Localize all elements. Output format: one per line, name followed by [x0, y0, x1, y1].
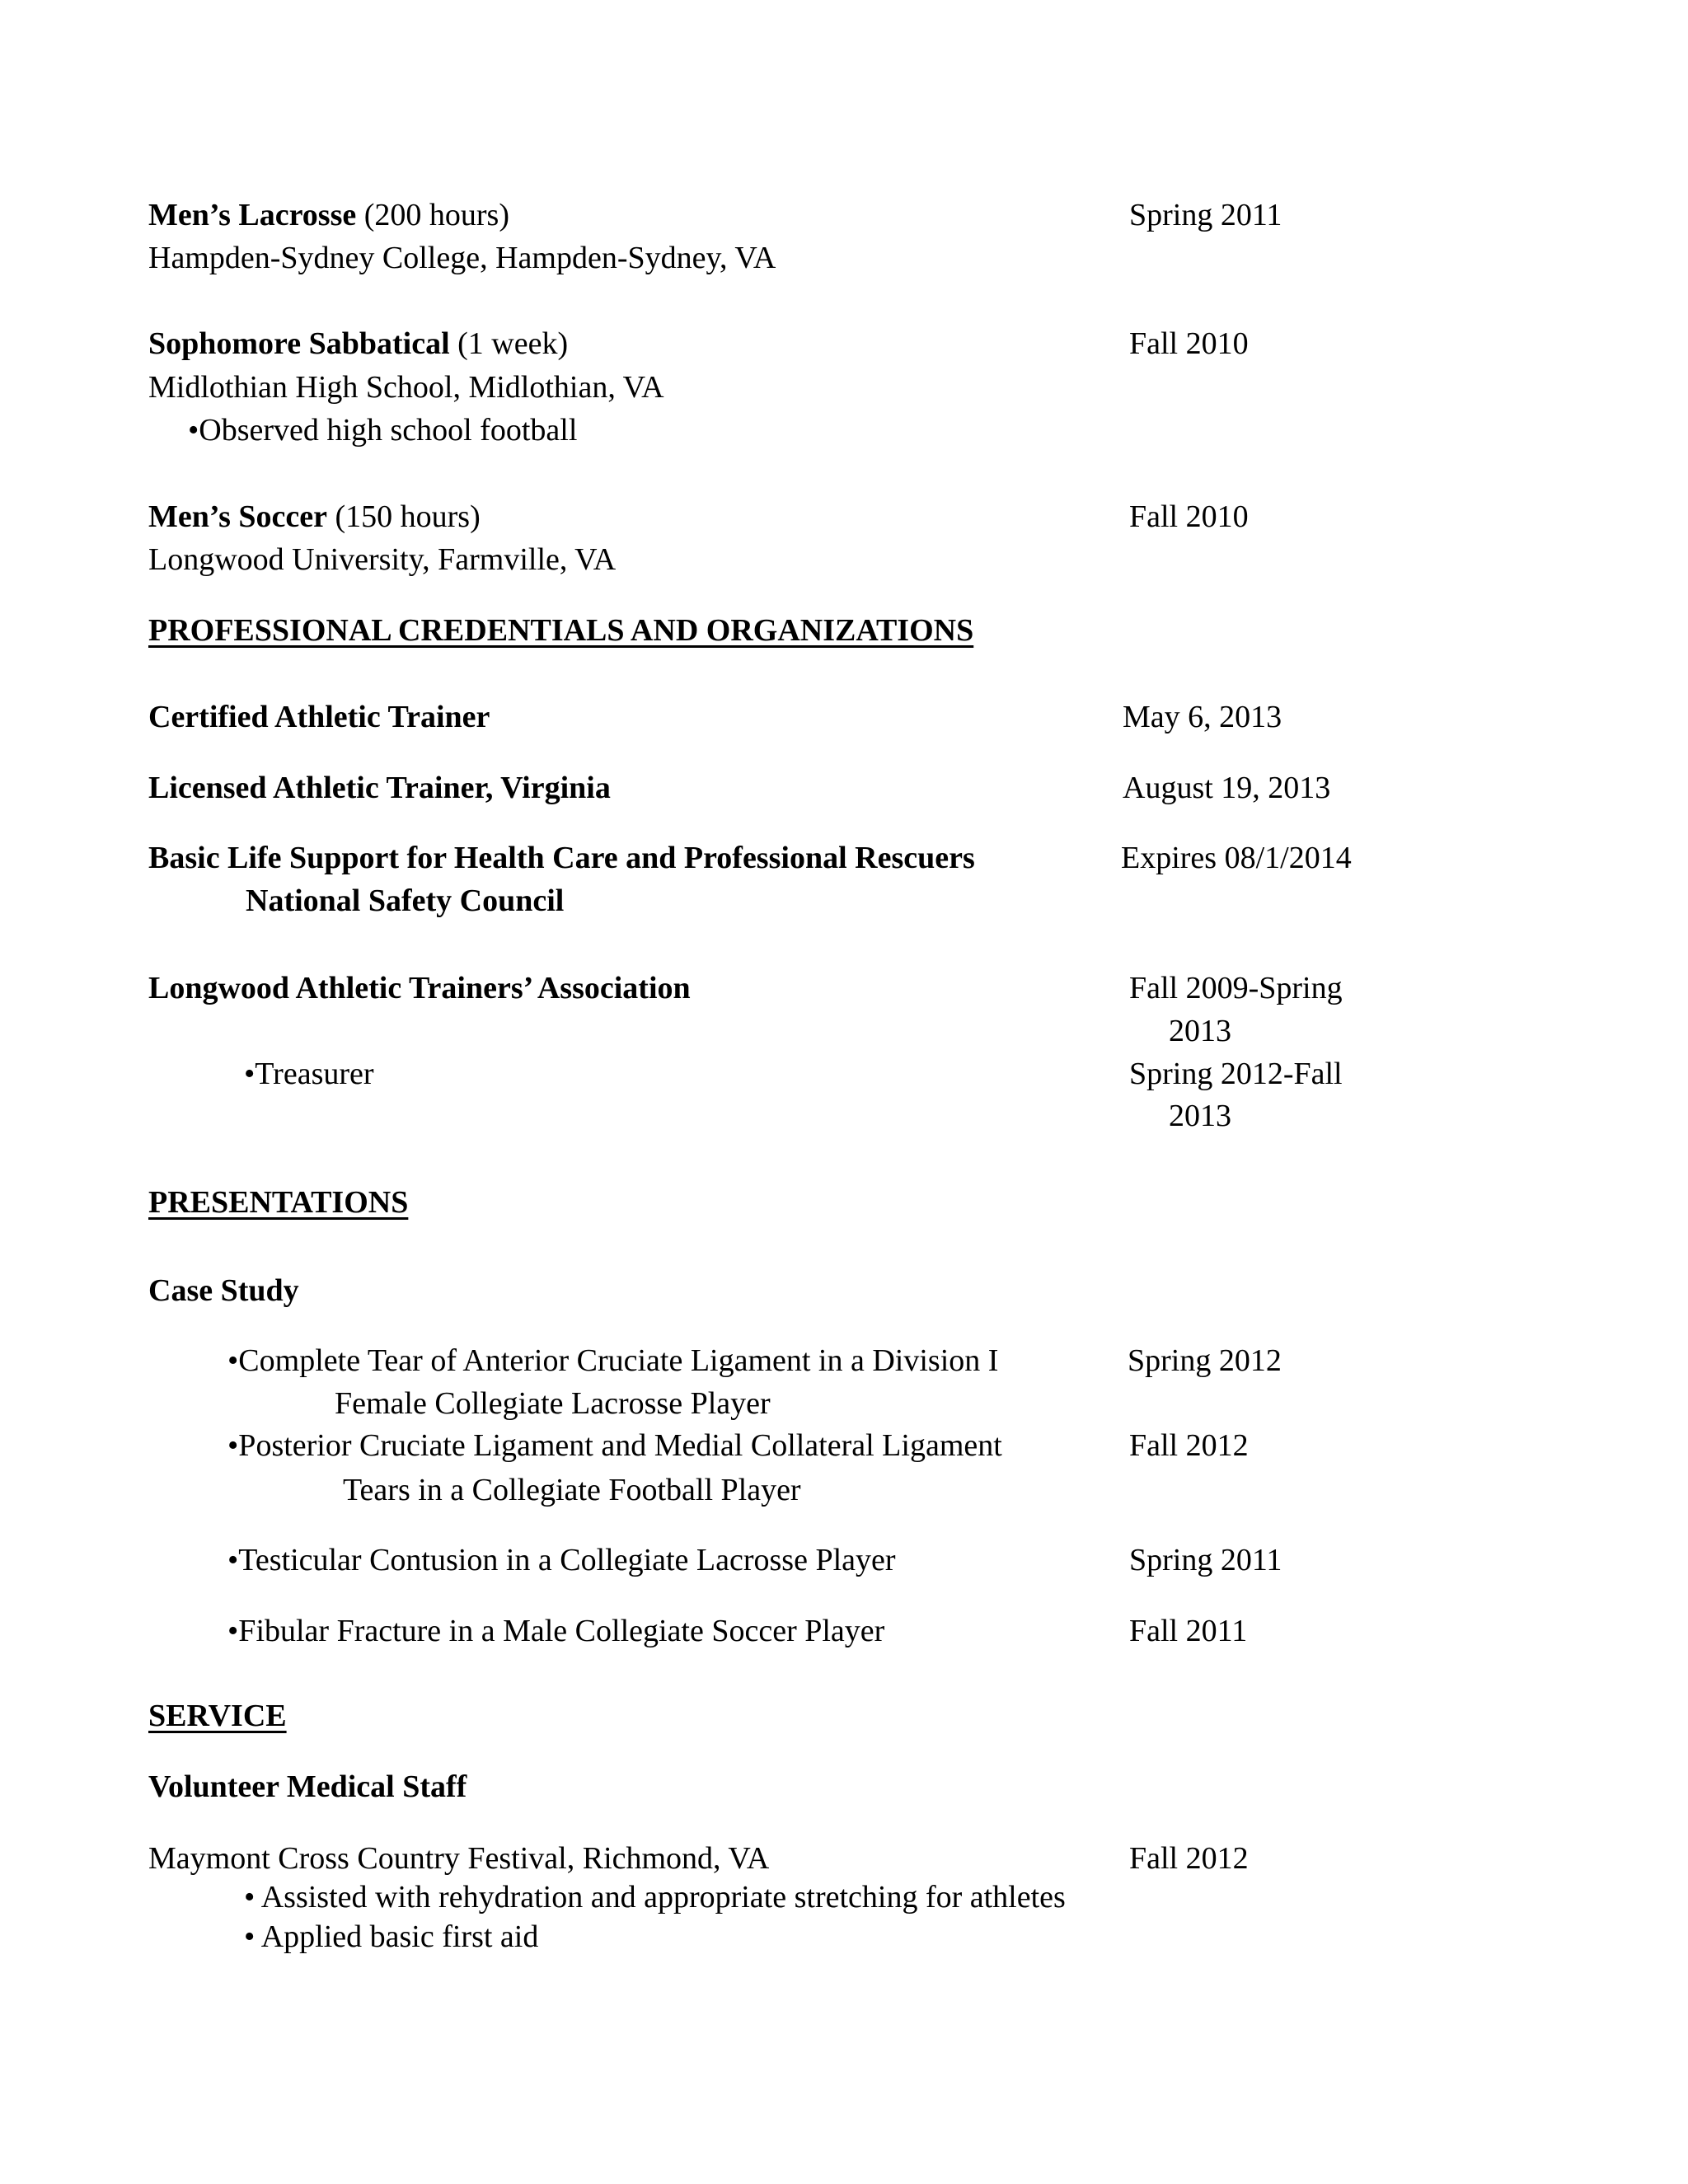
- presentation-item-cont: Female Collegiate Lacrosse Player: [335, 1386, 771, 1421]
- credential-date: May 6, 2013: [1123, 700, 1282, 734]
- experience-detail: (150 hours): [327, 499, 481, 534]
- presentations-heading: PRESENTATIONS: [148, 1185, 409, 1220]
- credentials-heading: PROFESSIONAL CREDENTIALS AND ORGANIZATIONS: [148, 613, 974, 648]
- presentation-date: Spring 2012: [1128, 1343, 1282, 1378]
- experience-title: Sophomore Sabbatical: [148, 326, 450, 361]
- presentation-item-cont: Tears in a Collegiate Football Player: [343, 1473, 801, 1507]
- experience-date: Fall 2010: [1129, 326, 1249, 361]
- experience-title: Men’s Lacrosse: [148, 198, 357, 232]
- experience-date: Fall 2010: [1129, 499, 1249, 534]
- credential-date-cont: 2013: [1169, 1014, 1231, 1048]
- service-subheading: Volunteer Medical Staff: [148, 1769, 467, 1804]
- presentation-item: •Fibular Fracture in a Male Collegiate Soccer Player: [227, 1614, 885, 1648]
- presentations-subheading: Case Study: [148, 1273, 299, 1308]
- credential-role-date: Spring 2012-Fall: [1129, 1057, 1343, 1091]
- experience-date: Spring 2011: [1129, 198, 1282, 232]
- experience-place: Longwood University, Farmville, VA: [148, 542, 617, 577]
- credential-date: Expires 08/1/2014: [1121, 841, 1352, 875]
- experience-place: Hampden-Sydney College, Hampden-Sydney, VA: [148, 241, 776, 275]
- experience-bullet: •Observed high school football: [188, 413, 578, 448]
- experience-detail: (200 hours): [356, 198, 509, 232]
- service-bullet: • Applied basic first aid: [244, 1919, 539, 1954]
- presentation-item: •Posterior Cruciate Ligament and Medial Collateral Ligament: [227, 1428, 1002, 1463]
- service-bullet: • Assisted with rehydration and appropriate stretching for athletes: [244, 1880, 1066, 1915]
- presentation-item: •Testicular Contusion in a Collegiate Lacrosse Player: [227, 1543, 896, 1577]
- experience-detail: (1 week): [449, 326, 569, 361]
- experience-place: Midlothian High School, Midlothian, VA: [148, 370, 664, 405]
- presentation-date: Fall 2011: [1129, 1614, 1248, 1648]
- experience-title: Men’s Soccer: [148, 499, 327, 534]
- credential-issuer: National Safety Council: [246, 883, 565, 918]
- credential-title: Licensed Athletic Trainer, Virginia: [148, 771, 611, 805]
- experience-entry-title: [148, 501, 481, 532]
- credential-date: August 19, 2013: [1123, 771, 1331, 805]
- credential-title: Certified Athletic Trainer: [148, 700, 490, 734]
- service-date: Fall 2012: [1129, 1841, 1249, 1876]
- credential-role-date-cont: 2013: [1169, 1099, 1231, 1133]
- service-heading: SERVICE: [148, 1699, 287, 1733]
- credential-date: Fall 2009-Spring: [1129, 971, 1343, 1005]
- presentation-date: Spring 2011: [1129, 1543, 1282, 1577]
- presentation-item: •Complete Tear of Anterior Cruciate Ligament in a Division I: [227, 1343, 999, 1378]
- experience-entry-title: [148, 199, 509, 231]
- presentation-date: Fall 2012: [1129, 1428, 1249, 1463]
- credential-title: Longwood Athletic Trainers’ Association: [148, 971, 691, 1005]
- experience-entry-title: [148, 328, 568, 359]
- credential-title: Basic Life Support for Health Care and Professional Rescuers: [148, 841, 975, 875]
- service-event: Maymont Cross Country Festival, Richmond, VA: [148, 1841, 770, 1876]
- credential-role: •Treasurer: [244, 1057, 374, 1091]
